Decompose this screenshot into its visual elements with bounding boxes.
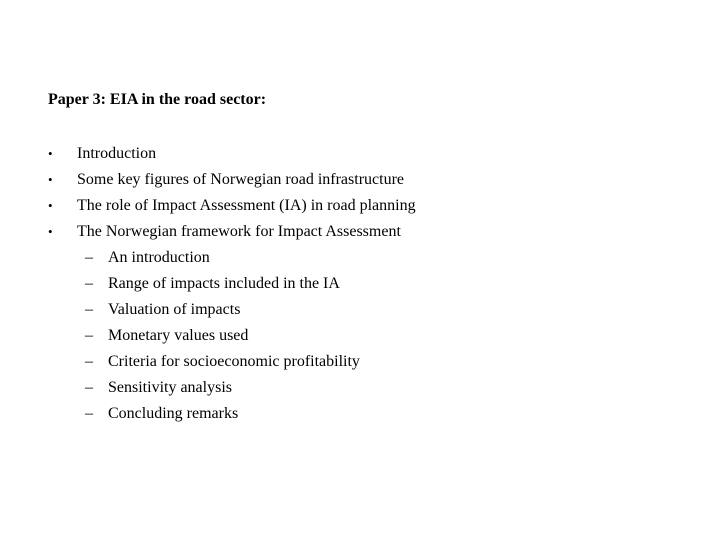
list-item-text: The role of Impact Assessment (IA) in road planning (77, 197, 416, 214)
sub-list-item (48, 349, 688, 375)
list-item (48, 193, 688, 219)
sub-list-item-text: Monetary values used (108, 327, 249, 344)
dash-icon: – (85, 249, 93, 266)
bullet-icon: • (48, 224, 53, 239)
list-item-text: Introduction (77, 145, 157, 162)
sub-list-item (48, 297, 688, 323)
bullet-icon: • (48, 146, 53, 161)
bullet-icon: • (48, 198, 53, 213)
sub-list-item-text: Valuation of impacts (108, 301, 241, 318)
dash-icon: – (85, 327, 93, 344)
bullet-icon: • (48, 172, 53, 187)
list-item-text: The Norwegian framework for Impact Assessment (77, 223, 401, 240)
list-item (48, 219, 688, 245)
list-item (48, 167, 688, 193)
dash-icon: – (85, 405, 93, 422)
sub-list-item (48, 375, 688, 401)
dash-icon: – (85, 275, 93, 292)
dash-icon: – (85, 379, 93, 396)
sub-list-item (48, 323, 688, 349)
sub-list-item-text: An introduction (108, 249, 210, 266)
sub-list-item-text: Criteria for socioeconomic profitability (108, 353, 360, 370)
sub-list-item (48, 271, 688, 297)
list-item (48, 141, 688, 167)
slide-title: Paper 3: EIA in the road sector: (48, 91, 267, 108)
list-item-text: Some key figures of Norwegian road infrastructure (77, 171, 404, 188)
sub-list-item-text: Sensitivity analysis (108, 379, 232, 396)
sub-list-item-text: Concluding remarks (108, 405, 239, 422)
sub-list-item-text: Range of impacts included in the IA (108, 275, 340, 292)
bullet-list (48, 141, 688, 427)
sub-list-item (48, 401, 688, 427)
dash-icon: – (85, 353, 93, 370)
dash-icon: – (85, 301, 93, 318)
sub-list-item (48, 245, 688, 271)
